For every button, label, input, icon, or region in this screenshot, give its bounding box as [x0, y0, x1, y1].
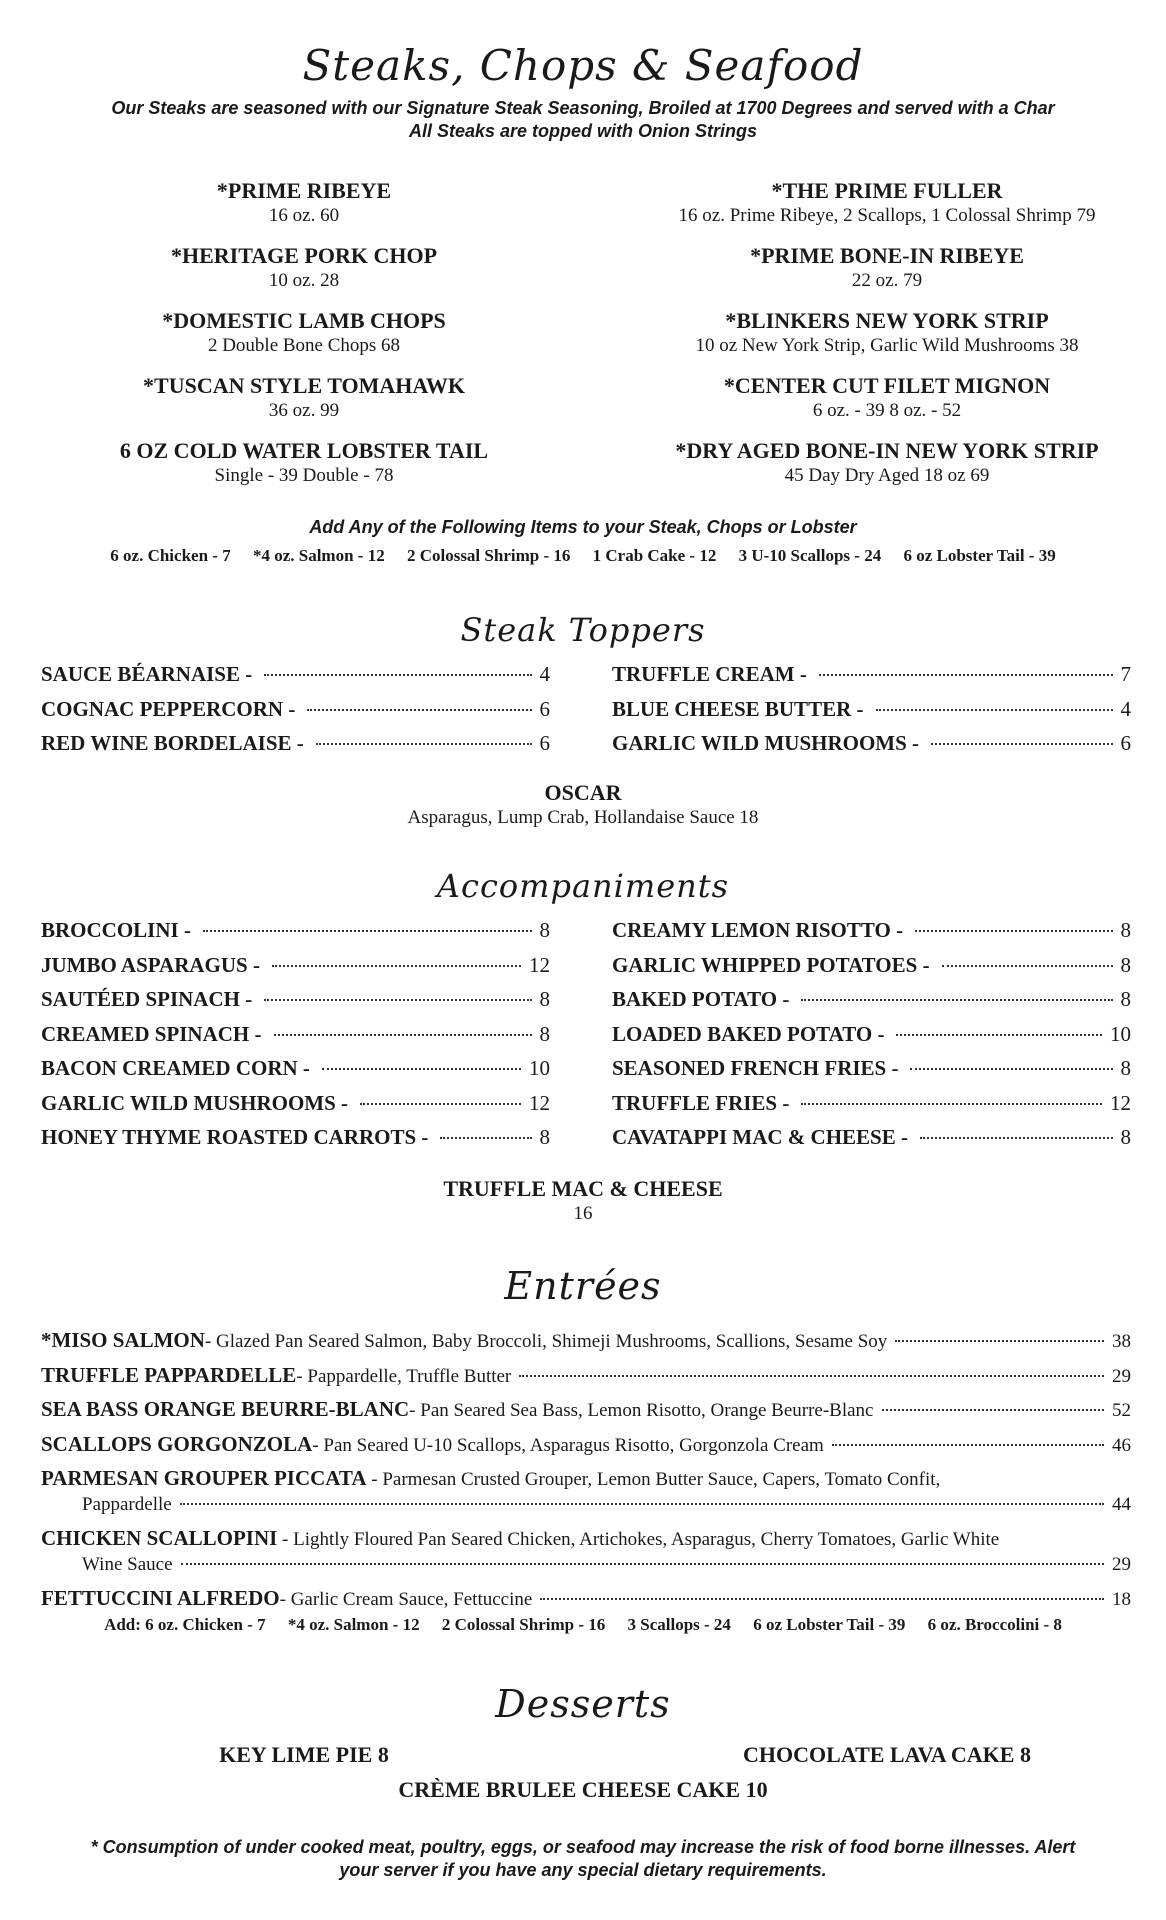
list-item — [612, 1056, 1131, 1091]
entrees-list — [41, 1327, 1131, 1620]
list-item — [41, 697, 550, 732]
truffle-mac-name: TRUFFLE MAC & CHEESE — [443, 1176, 723, 1201]
item-name: GARLIC WILD MUSHROOMS - — [612, 731, 920, 755]
menu-item-desc: 16 oz. Prime Ribeye, 2 Scallops, 1 Colossal Shrimp 79 — [678, 205, 1096, 226]
menu-item-name: 6 OZ COLD WATER LOBSTER TAIL — [119, 438, 489, 463]
item-name: BROCCOLINI - — [41, 918, 191, 942]
item-price: 8 — [539, 918, 550, 942]
steaks-intro-line-1: Our Steaks are seasoned with our Signature Steak Seasoning, Broiled at 1700 Degrees and served with a Char — [111, 98, 1055, 118]
menu-item — [608, 438, 1166, 492]
dessert-creme-brulee: CRÈME BRULEE CHEESE CAKE 10 — [398, 1777, 768, 1802]
dessert-lava-cake: CHOCOLATE LAVA CAKE 8 — [743, 1742, 1031, 1767]
menu-item-name: *TUSCAN STYLE TOMAHAWK — [143, 373, 465, 398]
item-price: 4 — [539, 662, 550, 686]
item-name: PARMESAN GROUPER PICCATA — [41, 1466, 367, 1490]
menu-item — [608, 373, 1166, 427]
list-item — [41, 1465, 1131, 1525]
list-item — [41, 1091, 550, 1126]
oscar-item — [0, 780, 1166, 829]
list-item — [612, 953, 1131, 988]
list-item — [41, 662, 550, 697]
addon-item: *4 oz. Salmon - 12 — [252, 546, 385, 565]
list-item — [41, 1396, 1131, 1431]
steaks-intro — [0, 97, 1166, 143]
item-name: CHICKEN SCALLOPINI — [41, 1526, 278, 1550]
list-item — [41, 1525, 1131, 1585]
list-item — [612, 1125, 1131, 1160]
desserts-section-title: Desserts — [495, 1682, 671, 1726]
item-price: 12 — [529, 1090, 550, 1115]
dot-leader — [203, 930, 532, 932]
item-price: 8 — [1120, 952, 1131, 977]
accompaniments-left-column — [41, 918, 550, 1160]
addon-item: 2 Colossal Shrimp - 16 — [441, 1615, 606, 1634]
item-price: 8 — [1120, 1125, 1131, 1149]
entrees-addon-list — [0, 1615, 1166, 1635]
item-name: GARLIC WILD MUSHROOMS - — [41, 1090, 349, 1115]
dot-leader — [876, 709, 1113, 711]
item-name: SEA BASS ORANGE BEURRE-BLANC — [41, 1397, 410, 1421]
dot-leader — [896, 1034, 1102, 1036]
menu-item-name: *THE PRIME FULLER — [771, 178, 1003, 203]
item-name: SAUCE BÉARNAISE - — [41, 662, 253, 686]
addon-item: 6 oz. Chicken - 7 — [110, 546, 231, 565]
menu-item-name: *DRY AGED BONE-IN NEW YORK STRIP — [675, 438, 1099, 463]
item-name: TRUFFLE CREAM - — [612, 662, 807, 686]
dot-leader — [180, 1503, 1104, 1505]
dot-leader — [181, 1563, 1104, 1565]
list-item — [41, 1022, 550, 1057]
steaks-addon-list — [0, 546, 1166, 566]
item-name: HONEY THYME ROASTED CARROTS - — [41, 1125, 429, 1149]
item-name: SAUTÉED SPINACH - — [41, 987, 253, 1011]
dot-leader — [264, 674, 531, 676]
menu-item-desc: 45 Day Dry Aged 18 oz 69 — [784, 465, 990, 486]
menu-item — [608, 308, 1166, 362]
item-desc: - Pan Seared U-10 Scallops, Asparagus Risotto, Gorgonzola Cream — [312, 1434, 824, 1456]
item-price: 10 — [1110, 1021, 1131, 1046]
menu-item-desc: 2 Double Bone Chops 68 — [207, 335, 401, 356]
dot-leader — [895, 1340, 1104, 1342]
item-desc: - Garlic Cream Sauce, Fettuccine — [279, 1589, 533, 1610]
dot-leader — [942, 965, 1113, 967]
menu-item — [0, 178, 608, 232]
item-price: 6 — [1120, 731, 1131, 755]
list-item — [612, 1022, 1131, 1057]
dot-leader — [264, 999, 531, 1001]
accompaniments-section-title: Accompaniments — [436, 867, 730, 905]
list-item — [612, 697, 1131, 732]
menu-item-name: *BLINKERS NEW YORK STRIP — [725, 308, 1049, 333]
addon-item: 6 oz Lobster Tail - 39 — [753, 1615, 906, 1634]
menu-item — [0, 438, 608, 492]
dot-leader — [931, 743, 1112, 745]
list-item — [41, 953, 550, 988]
dot-leader — [360, 1103, 521, 1105]
list-item — [612, 662, 1131, 697]
addon-item: 6 oz Lobster Tail - 39 — [903, 546, 1056, 565]
item-name: TRUFFLE FRIES - — [612, 1090, 790, 1115]
oscar-desc: Asparagus, Lump Crab, Hollandaise Sauce 18 — [407, 807, 759, 828]
dot-leader — [920, 1137, 1113, 1139]
item-price: 8 — [539, 1125, 550, 1149]
entrees-section-title: Entrées — [504, 1264, 662, 1308]
item-desc: - Pappardelle, Truffle Butter — [296, 1365, 512, 1387]
truffle-mac-item — [0, 1176, 1166, 1225]
addon-item: 1 Crab Cake - 12 — [592, 546, 717, 565]
addon-item: Add: 6 oz. Chicken - 7 — [104, 1615, 266, 1634]
item-name: BLUE CHEESE BUTTER - — [612, 696, 864, 721]
menu-item-desc: Single - 39 Double - 78 — [214, 465, 394, 486]
disclaimer-line-1: * Consumption of under cooked meat, poultry, eggs, or seafood may increase the risk of food borne illnesses. Alert — [90, 1837, 1076, 1857]
item-name: GARLIC WHIPPED POTATOES - — [612, 952, 930, 977]
item-name: COGNAC PEPPERCORN - — [41, 696, 296, 721]
disclaimer-line-2: your server if you have any special dietary requirements. — [339, 1860, 827, 1880]
addon-item: 3 U-10 Scallops - 24 — [738, 546, 882, 565]
menu-item-desc: 10 oz. 28 — [268, 270, 340, 291]
item-name: *MISO SALMON — [41, 1328, 205, 1352]
item-desc-continued: Wine Sauce — [82, 1554, 173, 1575]
menu-item — [0, 308, 608, 362]
list-item — [612, 987, 1131, 1022]
item-price: 6 — [539, 696, 550, 721]
list-item — [41, 1056, 550, 1091]
menu-item-desc: 36 oz. 99 — [268, 400, 340, 421]
dot-leader — [882, 1409, 1105, 1411]
menu-item-desc: 6 oz. - 39 8 oz. - 52 — [812, 400, 962, 421]
item-price: 6 — [539, 731, 550, 755]
dot-leader — [819, 674, 1113, 676]
item-price: 29 — [1112, 1554, 1131, 1575]
item-price: 8 — [539, 1021, 550, 1046]
item-name: CAVATAPPI MAC & CHEESE - — [612, 1125, 908, 1149]
menu-item-name: *PRIME RIBEYE — [216, 178, 392, 203]
item-name: RED WINE BORDELAISE - — [41, 731, 304, 755]
list-item — [41, 918, 550, 953]
food-safety-disclaimer — [0, 1836, 1166, 1882]
menu-item-desc: 10 oz New York Strip, Garlic Wild Mushrooms 38 — [695, 335, 1079, 356]
dot-leader — [440, 1137, 531, 1139]
item-desc: - Lightly Floured Pan Seared Chicken, Artichokes, Asparagus, Cherry Tomatoes, Garlic White — [277, 1529, 1000, 1550]
item-price: 8 — [539, 987, 550, 1011]
menu-item — [608, 243, 1166, 297]
menu-item — [608, 178, 1166, 232]
item-name: BAKED POTATO - — [612, 987, 790, 1011]
item-price: 10 — [529, 1056, 550, 1080]
steaks-section-title: Steaks, Chops & Seafood — [302, 41, 864, 90]
steaks-grid — [0, 178, 1166, 492]
item-price: 44 — [1112, 1494, 1131, 1515]
item-desc-continued: Pappardelle — [82, 1494, 172, 1515]
dot-leader — [801, 1103, 1102, 1105]
item-price: 4 — [1120, 696, 1131, 721]
toppers-section-title: Steak Toppers — [460, 611, 706, 649]
dot-leader — [272, 965, 521, 967]
item-price: 38 — [1112, 1331, 1131, 1352]
dot-leader — [910, 1068, 1112, 1070]
dessert-key-lime: KEY LIME PIE 8 — [219, 1742, 389, 1767]
item-name: CREAMY LEMON RISOTTO - — [612, 918, 904, 942]
toppers-left-column — [41, 662, 550, 766]
item-desc: - Parmesan Crusted Grouper, Lemon Butter Sauce, Capers, Tomato Confit, — [366, 1469, 941, 1490]
list-item — [41, 1362, 1131, 1397]
item-price: 12 — [529, 952, 550, 977]
list-item — [41, 1431, 1131, 1466]
menu-item-name: *CENTER CUT FILET MIGNON — [723, 373, 1051, 398]
dot-leader — [307, 709, 531, 711]
menu-item-desc: 16 oz. 60 — [268, 205, 340, 226]
item-price: 52 — [1112, 1400, 1131, 1421]
addon-item: *4 oz. Salmon - 12 — [287, 1615, 420, 1634]
menu-item — [0, 243, 608, 297]
list-item — [41, 987, 550, 1022]
item-price: 7 — [1120, 662, 1131, 686]
dot-leader — [540, 1598, 1104, 1600]
list-item — [612, 1091, 1131, 1126]
item-price: 46 — [1112, 1434, 1131, 1456]
dot-leader — [274, 1034, 532, 1036]
truffle-mac-price: 16 — [573, 1203, 593, 1224]
item-price: 18 — [1112, 1589, 1131, 1610]
steaks-addon-note: Add Any of the Following Items to your Steak, Chops or Lobster — [309, 517, 857, 537]
toppers-right-column — [612, 662, 1131, 766]
item-name: SEASONED FRENCH FRIES - — [612, 1056, 899, 1080]
menu-item-name: *HERITAGE PORK CHOP — [170, 243, 438, 268]
accompaniments-right-column — [612, 918, 1131, 1160]
oscar-name: OSCAR — [544, 780, 622, 805]
list-item — [41, 1125, 550, 1160]
addon-item: 6 oz. Broccolini - 8 — [927, 1615, 1062, 1634]
item-name: JUMBO ASPARAGUS - — [41, 952, 260, 977]
dot-leader — [915, 930, 1112, 932]
item-name: LOADED BAKED POTATO - — [612, 1021, 885, 1046]
menu-item-name: *PRIME BONE-IN RIBEYE — [750, 243, 1024, 268]
dot-leader — [322, 1068, 521, 1070]
addon-item: 3 Scallops - 24 — [627, 1615, 731, 1634]
item-name: BACON CREAMED CORN - — [41, 1056, 310, 1080]
menu-item — [0, 373, 608, 427]
list-item — [612, 731, 1131, 766]
menu-item-desc: 22 oz. 79 — [851, 270, 923, 291]
list-item — [612, 918, 1131, 953]
item-name: SCALLOPS GORGONZOLA — [41, 1431, 313, 1456]
dot-leader — [519, 1375, 1104, 1377]
item-name: TRUFFLE PAPPARDELLE — [41, 1362, 297, 1387]
steaks-intro-line-2: All Steaks are topped with Onion Strings — [408, 121, 758, 141]
item-name: FETTUCCINI ALFREDO — [41, 1586, 280, 1610]
item-price: 8 — [1120, 987, 1131, 1011]
dot-leader — [801, 999, 1112, 1001]
item-name: CREAMED SPINACH - — [41, 1021, 262, 1046]
addon-item: 2 Colossal Shrimp - 16 — [406, 546, 571, 565]
item-desc: - Pan Seared Sea Bass, Lemon Risotto, Orange Beurre-Blanc — [409, 1400, 874, 1421]
list-item — [41, 731, 550, 766]
accompaniments-list — [41, 918, 1131, 1160]
toppers-list — [41, 662, 1131, 766]
list-item — [41, 1327, 1131, 1362]
item-price: 8 — [1120, 918, 1131, 942]
item-desc: - Glazed Pan Seared Salmon, Baby Broccoli, Shimeji Mushrooms, Scallions, Sesame Soy — [204, 1331, 888, 1352]
menu-item-name: *DOMESTIC LAMB CHOPS — [162, 308, 446, 333]
dot-leader — [316, 743, 532, 745]
item-price: 29 — [1112, 1365, 1131, 1387]
item-price: 12 — [1110, 1090, 1131, 1115]
dot-leader — [832, 1444, 1104, 1446]
item-price: 8 — [1120, 1056, 1131, 1080]
